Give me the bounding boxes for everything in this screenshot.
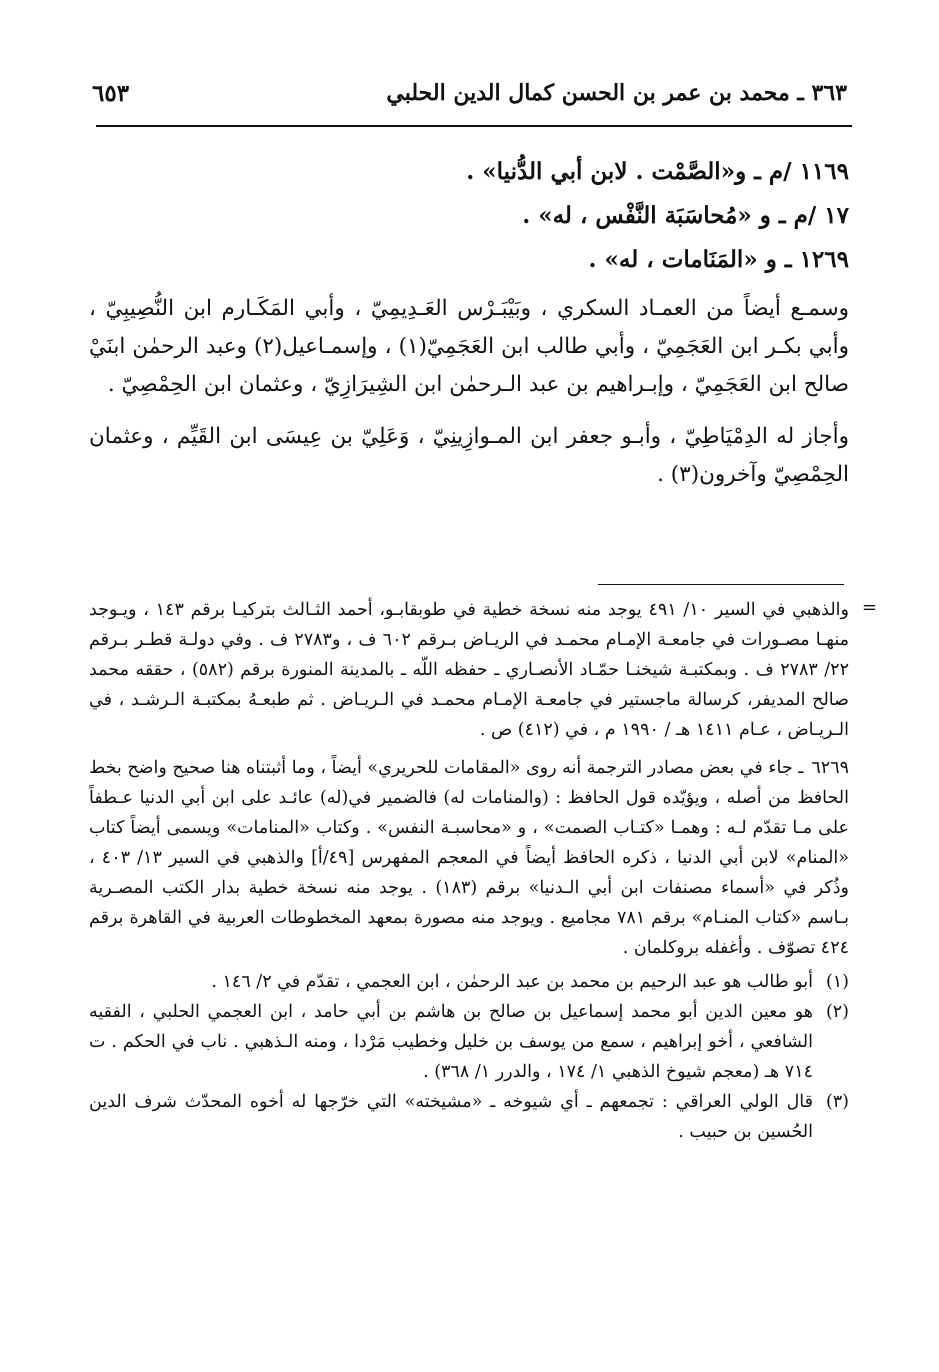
page-number: ٦٥٣ xyxy=(92,80,130,107)
footnote-divider xyxy=(598,584,844,585)
continuation-marker: = xyxy=(861,597,877,618)
footnote-item xyxy=(89,1087,849,1147)
footnote-text: هو معين الدين أبو محمد إسماعيل بن صالح بن هاشم بن أبي حامد ، ابن العجمي الحلبي ، الفقيه الشافعي ، أخو إبراهيم ، سمع من يوسف بن خليل وخطيب مَرْدا ، ومنه الـذهبي . ناب في الحكم . ت ٧١٤ هـ (معجم شيوخ الذهبي ١/ ١٧٤ ، والدرر ١/ ٣٦٨) . xyxy=(89,1002,813,1082)
footnote-text: أبو طالب هو عبد الرحيم بن محمد بن عبد الرحمٰن ، ابن العجمي ، تقدّم في ٢/ ١٤٦ . xyxy=(211,972,813,992)
body-paragraph: وسمـع أيضاً من العمـاد السكري ، وبَيْبَـرْس العَـدِيمِيّ ، وأبي المَكَـارم ابن النُّصِيبِيّ ، وأبي بكـر ابن العَجَمِيّ ، وأبي طالب ابن العَجَمِيّ(١) ، وإسمـاعيل(٢) وعبد الرحمٰن ابنَيْ صالح ابن العَجَمِيّ ، وإبـراهيم بن عبد الـرحمٰن ابن الشِيرَازِيّ ، وعثمان ابن الحِمْصِيّ . xyxy=(89,296,850,397)
footnote-entry-note xyxy=(89,753,849,963)
main-text xyxy=(89,290,849,494)
footnote-entry-number: ٦٢٦٩ xyxy=(811,758,849,778)
numbered-footnotes xyxy=(89,967,849,1147)
running-header-title: ٣٦٣ ـ محمد بن عمر بن الحسن كمال الدين الحلبي xyxy=(386,80,847,106)
entry-line: ١٧ /م ـ و «مُحاسَبَة النَّفْس ، له» . xyxy=(522,202,849,229)
footnote-number: (١) xyxy=(825,972,849,992)
header-divider xyxy=(96,125,852,127)
footnote-item xyxy=(89,997,849,1087)
footnote-number: (٣) xyxy=(825,1092,849,1112)
footnote-continuation-text: والذهبي في السير ١٠/ ٤٩١ يوجد منه نسخة خطية في طوبقابـو، أحمد الثـالث بتركيـا برقم ١٤٣ ، ويـوجد منهـا مصـورات في جامعـة الإمـام محمـد في الريـاض بـرقم ٦٠٢ ف ، و٢٧٨٣ ف . وفي دولـة قطـر بـرقم ٢٢/ ٢٧٨٣ ف . وبمكتبـة شيخنـا حمّـاد الأنصـاري ـ حفظه اللّه ـ بالمدينة المنورة برقم (٥٨٢) ، حققه محمد صالح المديفر، كرسالة ماجستير في جامعـة الإمـام محمـد في الـريـاض . ثم طبعـهُ بمكتبـة الـرشـد ، في الـريـاض ، عـام ١٤١١ هـ / ١٩٩٠ م ، في (٤١٢) ص . xyxy=(89,600,849,740)
footnote-entry-text: ـ جاء في بعض مصادر الترجمة أنه روى «المقامات للحريري» أيضاً ، وما أثبتناه هنا صحيح واضح بخط الحافظ من أصله ، ويؤيّده قول الحافظ : (والمنامات له) فالضمير في(له) عائـد على ابن أبي الدنيا عـطفاً على مـا تقدّم لـه : وهمـا «كتـاب الصمت» ، و «محاسبـة النفس» . وكتاب «المنامات» ويسمى أيضاً كتاب «المنام» لابن أبي الدنيا ، ذكره الحافظ أيضاً في المعجم المفهرس [٤٩/أ] والذهبي في السير ١٣/ ٤٠٣ ، وذُكر في «أسماء مصنفات ابن أبي الـدنيا» برقم (١٨٣) . يوجد منه نسخة خطية بدار الكتب المصـرية بـاسم «كتاب المنـام» برقم ٧٨١ مجاميع . ويوجد منه مصورة بمعهد المخطوطات العربية في القاهرة برقم ٤٢٤ تصوّف . وأغفله بروكلمان . xyxy=(88,758,849,958)
footnote-number: (٢) xyxy=(825,1002,849,1022)
footnotes xyxy=(88,595,877,1147)
footnote-item xyxy=(89,967,849,997)
book-entries xyxy=(149,150,849,282)
entry-line: ١٢٦٩ ـ و «المَنَامات ، له» . xyxy=(588,246,849,273)
footnote-text: قال الولي العراقي : تجمعهم ـ أي شيوخه ـ «مشيخته» التي خرّجها له أخوه المحدّث شرف الدين الحُسين بن حبيب . xyxy=(89,1092,813,1142)
entry-line: ١١٦٩ /م ـ و«الصَّمْت . لابن أبي الدُّنيا» . xyxy=(466,158,849,185)
footnote-continuation xyxy=(89,595,877,745)
body-paragraph: وأجاز له الدِمْيَاطِيّ ، وأبـو جعفر ابن المـوازِينِيّ ، وَعَلِيّ بن عِيسَى ابن القَيِّم ، وعثمان الحِمْصِيّ وآخرون(٣) . xyxy=(89,424,849,487)
